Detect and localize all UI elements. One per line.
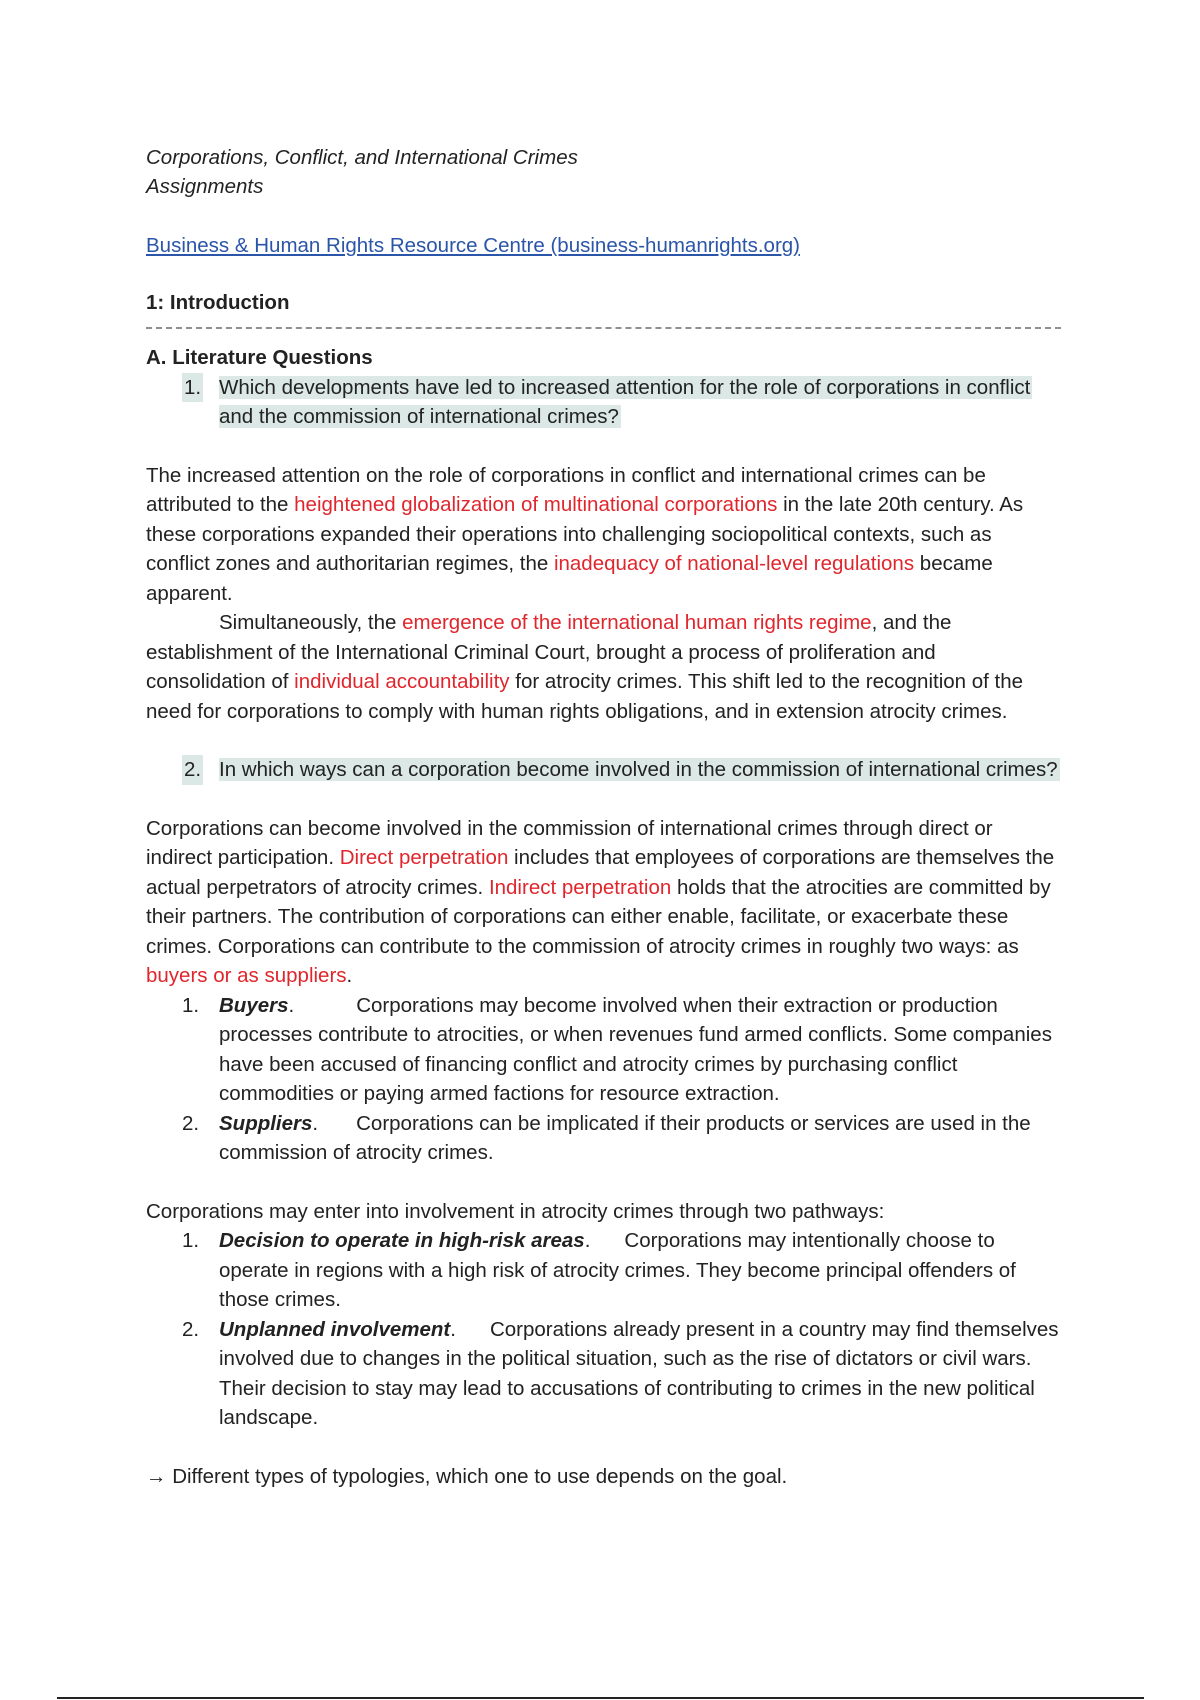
- highlight-globalization: heightened globalization of multinational corporations: [294, 493, 778, 516]
- highlight-individual-accountability: individual accountability: [294, 670, 510, 693]
- highlight-direct-perpetration: Direct perpetration: [339, 846, 509, 869]
- highlight-indirect-perpetration: Indirect perpetration: [488, 875, 672, 899]
- text-run: , and the establishment of the International Criminal Court, brought a process of proliferation and consolidation of: [146, 611, 952, 693]
- conclusion-text: Different types of typologies, which one to use depends on the goal.: [166, 1464, 788, 1488]
- pathways-list: [146, 1226, 1061, 1433]
- answer-1-paragraph-1: [146, 461, 1061, 609]
- list-text: Corporations already present in a country may find themselves involved due to changes in the political situation, such as the rise of dictators or civil wars. Their decision to stay may lead to accusations of contributing to crimes in the new political landscape.: [219, 1317, 1059, 1429]
- text-run: Simultaneously, the: [219, 611, 403, 634]
- list-text: Corporations can be implicated if their products or services are used in the commission of atrocity crimes.: [219, 1111, 1031, 1164]
- list-term-punct: .: [288, 993, 295, 1017]
- dashed-divider: [146, 327, 1061, 329]
- question-list-2: [146, 755, 1061, 785]
- highlight-human-rights-regime: emergence of the international human rights regime: [402, 611, 872, 634]
- text-run: holds that the atrocities are committed by their partners. The contribution of corporations can either enable, facilitate, or exacerbate these crimes. Corporations can contribute to the commission of atrocity crimes in roughly two ways: as: [146, 875, 1051, 958]
- list-number: 2.: [182, 1317, 200, 1341]
- list-term-punct: .: [312, 1111, 319, 1135]
- resource-centre-link[interactable]: Business & Human Rights Resource Centre (business-humanrights.org): [146, 234, 801, 257]
- highlight-buyers-suppliers: buyers or as suppliers: [146, 964, 347, 987]
- question-text: Which developments have led to increased attention for the role of corporations in conflict and the commission of international crimes?: [219, 375, 1031, 428]
- document-body: [146, 143, 1061, 1491]
- question-1: [146, 373, 1061, 432]
- list-text: Corporations may become involved when their extraction or production processes contribute to atrocities, or when revenues fund armed conflicts. Some companies have been accused of financing conflict and atrocity crimes by purchasing conflict commodities or paying armed factions for resource extraction.: [219, 993, 1052, 1105]
- buyers-suppliers-list: [146, 991, 1061, 1168]
- arrow-icon: →: [146, 1464, 167, 1488]
- list-term: Suppliers: [219, 1111, 313, 1135]
- list-number: 1.: [182, 993, 200, 1017]
- question-text: In which ways can a corporation become involved in the commission of international crimes?: [219, 758, 1058, 781]
- pathways-intro: Corporations may enter into involvement in atrocity crimes through two pathways:: [146, 1199, 885, 1223]
- highlight-national-regulations: inadequacy of national-level regulations: [553, 552, 915, 575]
- list-item: [146, 1315, 1061, 1433]
- conclusion: [146, 1462, 1061, 1492]
- text-run: in the late 20th century. As these corporations expanded their operations into challenging sociopolitical contexts, such as conflict zones and authoritarian regimes, the: [146, 493, 1024, 575]
- list-item: [146, 991, 1061, 1109]
- text-run: Corporations can become involved in the commission of international crimes through direct or indirect participation.: [146, 816, 993, 869]
- list-term: Unplanned involvement: [219, 1317, 451, 1341]
- document-subtitle: Assignments: [146, 175, 264, 198]
- question-2: [146, 755, 1061, 785]
- answer-1-paragraph-2: [146, 608, 1061, 726]
- course-title: Corporations, Conflict, and International Crimes: [146, 146, 578, 169]
- list-text: Corporations may intentionally choose to operate in regions with a high risk of atrocity crimes. They become principal offenders of those crimes.: [219, 1229, 1016, 1311]
- page-bottom-rule: [57, 1697, 1144, 1699]
- text-run: for atrocity crimes. This shift led to the recognition of the need for corporations to comply with human rights obligations, and in extension atrocity crimes.: [146, 670, 1024, 723]
- question-number: 1.: [182, 373, 203, 403]
- list-number: 2.: [182, 1111, 200, 1135]
- subsection-title: A. Literature Questions: [146, 346, 373, 369]
- list-item: [146, 1109, 1061, 1168]
- list-item: [146, 1226, 1061, 1315]
- text-run: The increased attention on the role of corporations in conflict and international crimes can be attributed to the: [146, 463, 986, 516]
- text-run: became apparent.: [146, 552, 993, 605]
- question-list-1: [146, 373, 1061, 432]
- list-term-punct: .: [450, 1317, 456, 1341]
- question-number: 2.: [182, 755, 203, 785]
- list-number: 1.: [182, 1229, 200, 1252]
- answer-2-paragraph: [146, 814, 1061, 991]
- list-term: Buyers: [219, 993, 289, 1017]
- list-term-punct: .: [584, 1229, 591, 1252]
- text-run: .: [346, 964, 353, 987]
- text-run: includes that employees of corporations are themselves the actual perpetrators of atrocity crimes.: [146, 846, 1055, 899]
- list-term: Decision to operate in high-risk areas: [219, 1229, 585, 1252]
- section-title: 1: Introduction: [146, 290, 290, 314]
